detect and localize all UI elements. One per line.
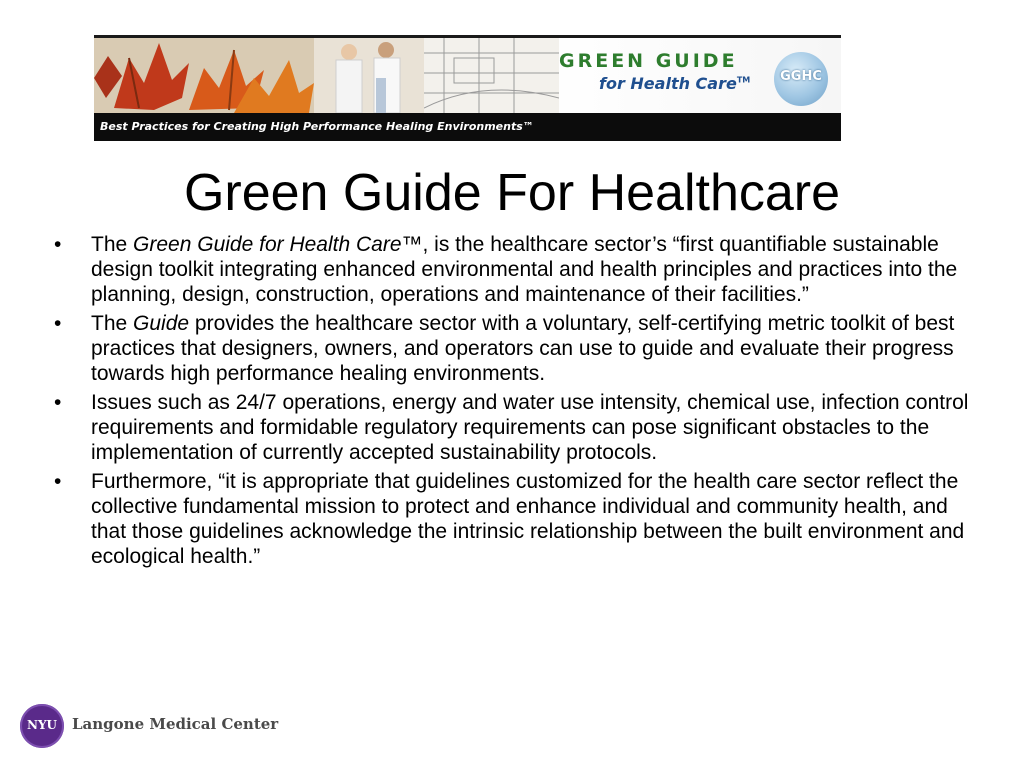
wordmark-tm: TM [736,75,751,85]
bullet-text-post: ™, is the healthcare sector’s “first quantifiable sustainable design toolkit integrating enhanced environmental and health principles and practices into the planning, design, construction, operations and maintenance of their facilities.” [91,233,958,306]
bullet-item [54,232,974,307]
bullet-dot: • [54,470,62,493]
banner-tagline-strip [94,113,841,141]
org-name: Langone Medical Center [72,715,279,733]
bullet-text-italic: Guide [133,312,190,335]
bullet-item [54,390,974,465]
bullet-text-post: provides the healthcare sector with a voluntary, self-certifying metric toolkit of best practices that designers, owners, and operators can use to guide and evaluate their progress towards high performance healing environments. [91,312,955,385]
bullet-dot: • [54,233,62,256]
bullet-dot: • [54,391,62,414]
bullet-dot: • [54,312,62,335]
bullet-text-pre: The [91,233,134,256]
bullet-item [54,469,974,569]
wordmark-line-2 [599,74,750,93]
nyu-seal-icon [20,704,64,748]
wordmark-line-2-text: for Health Care [599,74,737,93]
maple-leaves-photo [94,38,314,113]
green-guide-wordmark [559,48,759,98]
banner-photo-collage [94,38,841,113]
bullet-text-italic: Green Guide for Health Care [133,233,402,256]
gghc-badge [774,52,828,106]
gghc-badge-text: GGHC [780,69,822,84]
slide-title: Green Guide For Healthcare [183,164,841,222]
nyu-seal-text: NYU [27,718,57,732]
green-guide-banner [94,35,841,141]
bullet-text-post: Furthermore, “it is appropriate that guidelines customized for the health care sector reflect the collective fundamental mission to protect and enhance individual and community health, and that those guidelines acknowledge the intrinsic relationship between the built environment and ecological health.” [91,470,965,568]
bullet-list [54,232,974,573]
bullet-text-post: Issues such as 24/7 operations, energy and water use intensity, chemical use, infection control requirements and formidable regulatory requirements can pose significant obstacles to the implementation of currently accepted sustainability protocols. [91,391,969,464]
wordmark-line-1: GREEN GUIDE [559,50,738,72]
bullet-text-pre: The [91,312,134,335]
bullet-item [54,311,974,386]
healthcare-workers-photo [314,38,424,113]
blueprint-sketch [424,38,559,113]
banner-tagline: Best Practices for Creating High Performance Healing Environments™ [100,120,534,133]
